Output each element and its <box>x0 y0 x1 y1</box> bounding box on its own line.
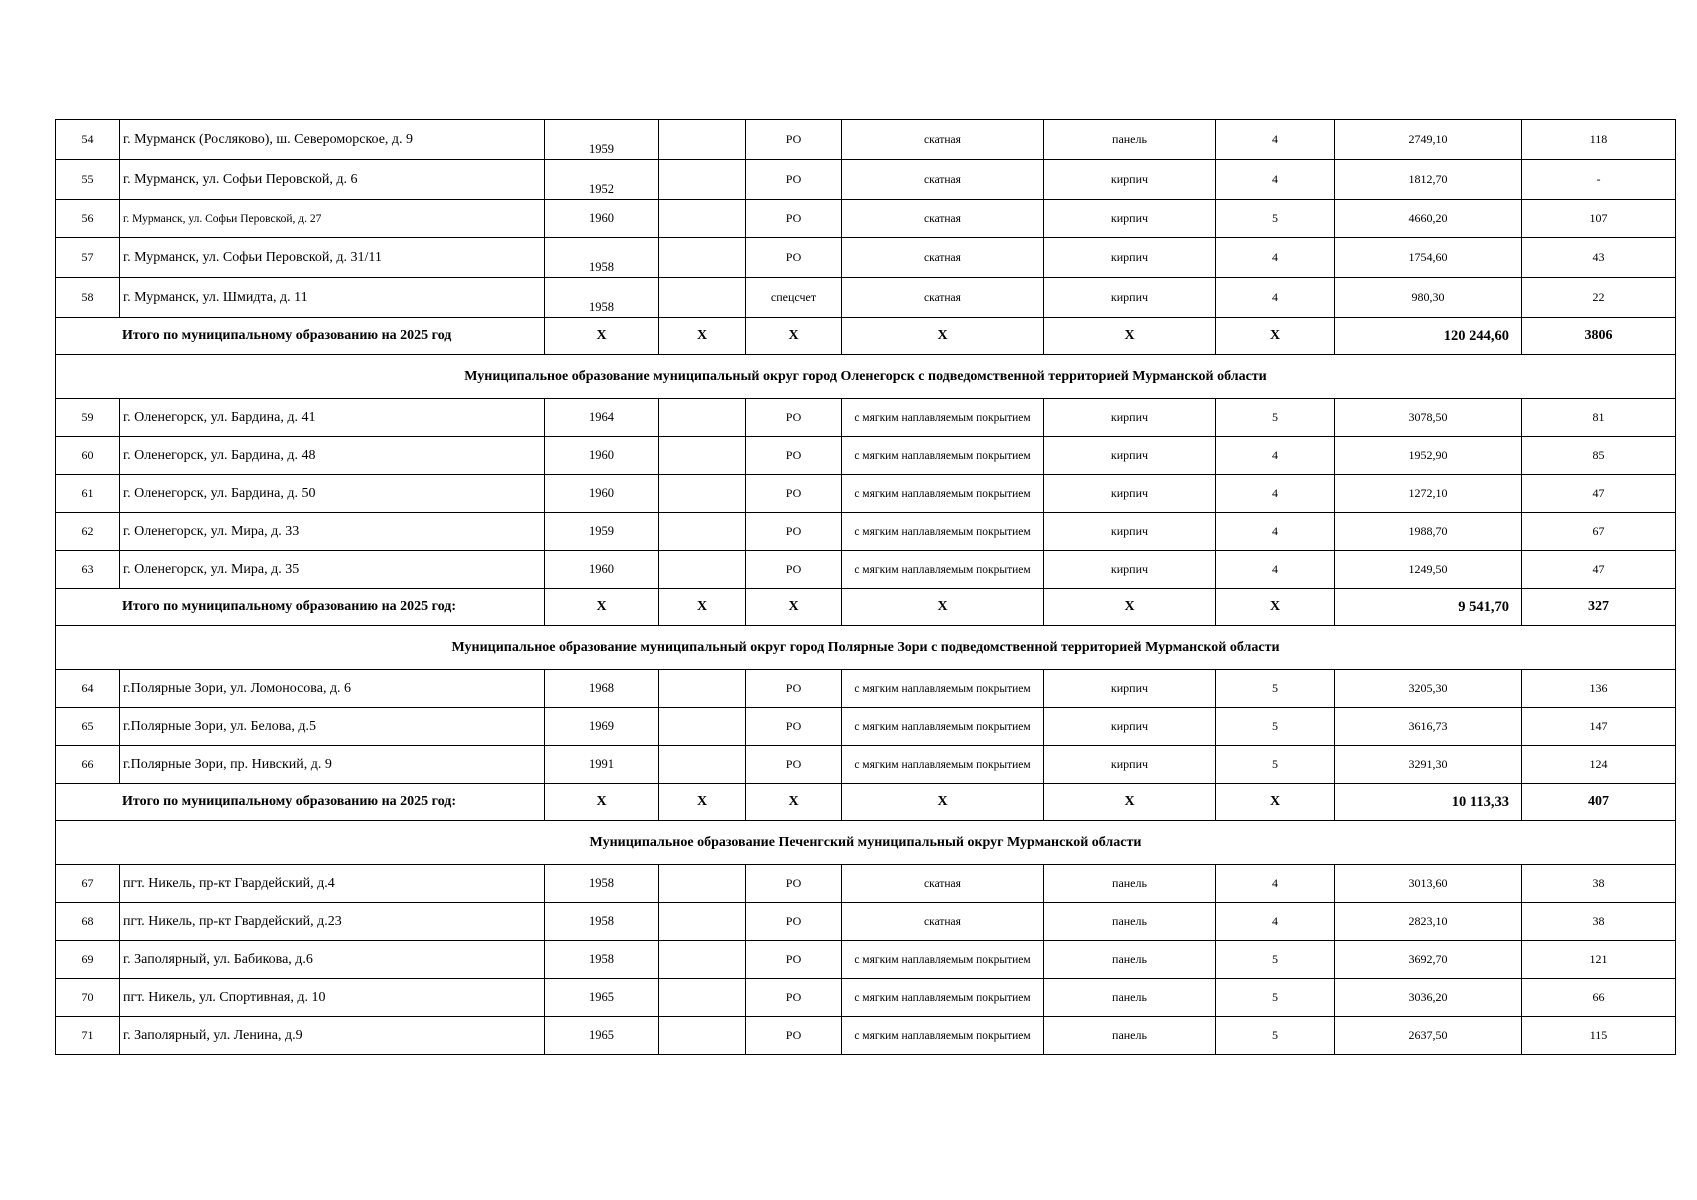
empty-cell <box>659 865 746 903</box>
total-row <box>56 589 1676 626</box>
x-mark-cell: Х <box>1044 589 1216 626</box>
fund-cell: РО <box>746 746 842 784</box>
table-row <box>56 399 1676 437</box>
address-cell: г. Мурманск, ул. Софьи Перовской, д. 27 <box>120 200 545 238</box>
x-mark-cell: Х <box>659 784 746 821</box>
table-row <box>56 708 1676 746</box>
year-cell: 1958 <box>545 865 659 903</box>
x-mark-cell: Х <box>842 784 1044 821</box>
address-cell: г. Оленегорск, ул. Мира, д. 35 <box>120 551 545 589</box>
address-cell: г. Оленегорск, ул. Бардина, д. 48 <box>120 437 545 475</box>
residents-cell: 147 <box>1522 708 1676 746</box>
empty-cell <box>659 238 746 278</box>
area-cell: 1952,90 <box>1335 437 1522 475</box>
roof-cell: скатная <box>842 120 1044 160</box>
houses-table <box>55 119 1676 1055</box>
table-row <box>56 278 1676 318</box>
total-residents: 407 <box>1522 784 1676 821</box>
floors-cell: 4 <box>1216 437 1335 475</box>
address-cell: г. Оленегорск, ул. Бардина, д. 41 <box>120 399 545 437</box>
x-mark-cell: Х <box>1216 784 1335 821</box>
x-mark-cell: Х <box>746 784 842 821</box>
area-cell: 1272,10 <box>1335 475 1522 513</box>
walls-cell: панель <box>1044 120 1216 160</box>
area-cell: 3078,50 <box>1335 399 1522 437</box>
residents-cell: 66 <box>1522 979 1676 1017</box>
row-number: 59 <box>56 399 120 437</box>
floors-cell: 5 <box>1216 708 1335 746</box>
empty-cell <box>659 160 746 200</box>
year-cell: 1960 <box>545 475 659 513</box>
roof-cell: с мягким наплавляемым покрытием <box>842 746 1044 784</box>
table-row <box>56 238 1676 278</box>
roof-cell: с мягким наплавляемым покрытием <box>842 1017 1044 1055</box>
area-cell: 3036,20 <box>1335 979 1522 1017</box>
residents-cell: 47 <box>1522 551 1676 589</box>
area-cell: 3616,73 <box>1335 708 1522 746</box>
fund-cell: РО <box>746 979 842 1017</box>
section-header-row <box>56 821 1676 865</box>
x-mark-cell: Х <box>842 318 1044 355</box>
year-cell: 1959 <box>545 120 659 160</box>
total-label: Итого по муниципальному образованию на 2025 год <box>56 318 545 355</box>
address-cell: пгт. Никель, пр-кт Гвардейский, д.4 <box>120 865 545 903</box>
x-mark-cell: Х <box>545 589 659 626</box>
year-cell: 1960 <box>545 437 659 475</box>
floors-cell: 4 <box>1216 551 1335 589</box>
empty-cell <box>659 437 746 475</box>
walls-cell: кирпич <box>1044 746 1216 784</box>
x-mark-cell: Х <box>1044 784 1216 821</box>
residents-cell: 124 <box>1522 746 1676 784</box>
row-number: 70 <box>56 979 120 1017</box>
residents-cell: 107 <box>1522 200 1676 238</box>
houses-table-page <box>55 119 1675 1055</box>
x-mark-cell: Х <box>842 589 1044 626</box>
x-mark-cell: Х <box>659 318 746 355</box>
roof-cell: скатная <box>842 238 1044 278</box>
row-number: 64 <box>56 670 120 708</box>
residents-cell: 85 <box>1522 437 1676 475</box>
residents-cell: 121 <box>1522 941 1676 979</box>
fund-cell: РО <box>746 160 842 200</box>
area-cell: 2637,50 <box>1335 1017 1522 1055</box>
total-area: 10 113,33 <box>1335 784 1522 821</box>
year-cell: 1958 <box>545 903 659 941</box>
address-cell: пгт. Никель, ул. Спортивная, д. 10 <box>120 979 545 1017</box>
empty-cell <box>659 708 746 746</box>
x-mark-cell: Х <box>659 589 746 626</box>
address-cell: г. Заполярный, ул. Ленина, д.9 <box>120 1017 545 1055</box>
table-row <box>56 551 1676 589</box>
walls-cell: панель <box>1044 941 1216 979</box>
walls-cell: панель <box>1044 979 1216 1017</box>
residents-cell: 115 <box>1522 1017 1676 1055</box>
area-cell: 3692,70 <box>1335 941 1522 979</box>
residents-cell: 136 <box>1522 670 1676 708</box>
row-number: 57 <box>56 238 120 278</box>
row-number: 71 <box>56 1017 120 1055</box>
roof-cell: с мягким наплавляемым покрытием <box>842 941 1044 979</box>
table-row <box>56 865 1676 903</box>
empty-cell <box>659 551 746 589</box>
row-number: 68 <box>56 903 120 941</box>
year-cell: 1960 <box>545 200 659 238</box>
roof-cell: с мягким наплавляемым покрытием <box>842 670 1044 708</box>
table-row <box>56 1017 1676 1055</box>
roof-cell: с мягким наплавляемым покрытием <box>842 979 1044 1017</box>
floors-cell: 5 <box>1216 399 1335 437</box>
floors-cell: 5 <box>1216 746 1335 784</box>
year-cell: 1952 <box>545 160 659 200</box>
residents-cell: 22 <box>1522 278 1676 318</box>
address-cell: г. Мурманск, ул. Софьи Перовской, д. 31/11 <box>120 238 545 278</box>
address-cell: г.Полярные Зори, ул. Ломоносова, д. 6 <box>120 670 545 708</box>
fund-cell: РО <box>746 708 842 746</box>
table-row <box>56 941 1676 979</box>
year-cell: 1959 <box>545 513 659 551</box>
row-number: 65 <box>56 708 120 746</box>
floors-cell: 4 <box>1216 120 1335 160</box>
walls-cell: кирпич <box>1044 475 1216 513</box>
area-cell: 3291,30 <box>1335 746 1522 784</box>
fund-cell: спецсчет <box>746 278 842 318</box>
empty-cell <box>659 979 746 1017</box>
roof-cell: скатная <box>842 903 1044 941</box>
roof-cell: с мягким наплавляемым покрытием <box>842 475 1044 513</box>
address-cell: пгт. Никель, пр-кт Гвардейский, д.23 <box>120 903 545 941</box>
area-cell: 2823,10 <box>1335 903 1522 941</box>
empty-cell <box>659 670 746 708</box>
fund-cell: РО <box>746 941 842 979</box>
floors-cell: 4 <box>1216 903 1335 941</box>
row-number: 66 <box>56 746 120 784</box>
roof-cell: с мягким наплавляемым покрытием <box>842 399 1044 437</box>
address-cell: г.Полярные Зори, ул. Белова, д.5 <box>120 708 545 746</box>
area-cell: 1754,60 <box>1335 238 1522 278</box>
area-cell: 3205,30 <box>1335 670 1522 708</box>
residents-cell: - <box>1522 160 1676 200</box>
walls-cell: кирпич <box>1044 200 1216 238</box>
floors-cell: 4 <box>1216 475 1335 513</box>
address-cell: г. Оленегорск, ул. Мира, д. 33 <box>120 513 545 551</box>
section-title: Муниципальное образование Печенгский муниципальный округ Мурманской области <box>56 821 1676 865</box>
area-cell: 2749,10 <box>1335 120 1522 160</box>
row-number: 62 <box>56 513 120 551</box>
row-number: 67 <box>56 865 120 903</box>
walls-cell: кирпич <box>1044 708 1216 746</box>
total-label: Итого по муниципальному образованию на 2025 год: <box>56 784 545 821</box>
address-cell: г.Полярные Зори, пр. Нивский, д. 9 <box>120 746 545 784</box>
residents-cell: 67 <box>1522 513 1676 551</box>
row-number: 58 <box>56 278 120 318</box>
table-row <box>56 513 1676 551</box>
roof-cell: с мягким наплавляемым покрытием <box>842 708 1044 746</box>
floors-cell: 5 <box>1216 200 1335 238</box>
year-cell: 1965 <box>545 1017 659 1055</box>
area-cell: 980,30 <box>1335 278 1522 318</box>
empty-cell <box>659 200 746 238</box>
table-row <box>56 160 1676 200</box>
empty-cell <box>659 1017 746 1055</box>
x-mark-cell: Х <box>746 589 842 626</box>
row-number: 61 <box>56 475 120 513</box>
floors-cell: 5 <box>1216 670 1335 708</box>
year-cell: 1958 <box>545 278 659 318</box>
total-area: 9 541,70 <box>1335 589 1522 626</box>
section-header-row <box>56 626 1676 670</box>
year-cell: 1965 <box>545 979 659 1017</box>
floors-cell: 4 <box>1216 513 1335 551</box>
row-number: 55 <box>56 160 120 200</box>
area-cell: 1249,50 <box>1335 551 1522 589</box>
empty-cell <box>659 513 746 551</box>
floors-cell: 5 <box>1216 941 1335 979</box>
roof-cell: скатная <box>842 160 1044 200</box>
floors-cell: 5 <box>1216 1017 1335 1055</box>
total-area: 120 244,60 <box>1335 318 1522 355</box>
empty-cell <box>659 903 746 941</box>
row-number: 56 <box>56 200 120 238</box>
x-mark-cell: Х <box>746 318 842 355</box>
floors-cell: 4 <box>1216 865 1335 903</box>
fund-cell: РО <box>746 903 842 941</box>
empty-cell <box>659 475 746 513</box>
walls-cell: кирпич <box>1044 551 1216 589</box>
total-residents: 327 <box>1522 589 1676 626</box>
x-mark-cell: Х <box>545 318 659 355</box>
section-title: Муниципальное образование муниципальный округ город Оленегорск с подведомственной территорией Мурманской области <box>56 355 1676 399</box>
year-cell: 1958 <box>545 238 659 278</box>
empty-cell <box>659 941 746 979</box>
row-number: 60 <box>56 437 120 475</box>
roof-cell: с мягким наплавляемым покрытием <box>842 551 1044 589</box>
residents-cell: 81 <box>1522 399 1676 437</box>
walls-cell: кирпич <box>1044 399 1216 437</box>
fund-cell: РО <box>746 513 842 551</box>
residents-cell: 118 <box>1522 120 1676 160</box>
fund-cell: РО <box>746 670 842 708</box>
total-label: Итого по муниципальному образованию на 2025 год: <box>56 589 545 626</box>
total-row <box>56 784 1676 821</box>
empty-cell <box>659 278 746 318</box>
section-title: Муниципальное образование муниципальный округ город Полярные Зори с подведомственной территорией Мурманской области <box>56 626 1676 670</box>
total-residents: 3806 <box>1522 318 1676 355</box>
floors-cell: 5 <box>1216 979 1335 1017</box>
fund-cell: РО <box>746 120 842 160</box>
area-cell: 4660,20 <box>1335 200 1522 238</box>
address-cell: г. Мурманск (Росляково), ш. Североморское, д. 9 <box>120 120 545 160</box>
x-mark-cell: Х <box>545 784 659 821</box>
year-cell: 1969 <box>545 708 659 746</box>
residents-cell: 43 <box>1522 238 1676 278</box>
floors-cell: 4 <box>1216 278 1335 318</box>
walls-cell: панель <box>1044 865 1216 903</box>
area-cell: 1988,70 <box>1335 513 1522 551</box>
address-cell: г. Заполярный, ул. Бабикова, д.6 <box>120 941 545 979</box>
row-number: 63 <box>56 551 120 589</box>
fund-cell: РО <box>746 200 842 238</box>
fund-cell: РО <box>746 437 842 475</box>
walls-cell: кирпич <box>1044 670 1216 708</box>
roof-cell: скатная <box>842 865 1044 903</box>
section-header-row <box>56 355 1676 399</box>
table-row <box>56 746 1676 784</box>
year-cell: 1958 <box>545 941 659 979</box>
fund-cell: РО <box>746 399 842 437</box>
area-cell: 3013,60 <box>1335 865 1522 903</box>
year-cell: 1991 <box>545 746 659 784</box>
year-cell: 1964 <box>545 399 659 437</box>
table-row <box>56 437 1676 475</box>
fund-cell: РО <box>746 865 842 903</box>
row-number: 69 <box>56 941 120 979</box>
walls-cell: кирпич <box>1044 513 1216 551</box>
table-row <box>56 670 1676 708</box>
walls-cell: панель <box>1044 903 1216 941</box>
table-row <box>56 979 1676 1017</box>
empty-cell <box>659 120 746 160</box>
table-row <box>56 903 1676 941</box>
residents-cell: 38 <box>1522 865 1676 903</box>
walls-cell: кирпич <box>1044 278 1216 318</box>
walls-cell: кирпич <box>1044 437 1216 475</box>
fund-cell: РО <box>746 238 842 278</box>
roof-cell: с мягким наплавляемым покрытием <box>842 437 1044 475</box>
walls-cell: панель <box>1044 1017 1216 1055</box>
x-mark-cell: Х <box>1044 318 1216 355</box>
fund-cell: РО <box>746 551 842 589</box>
address-cell: г. Мурманск, ул. Софьи Перовской, д. 6 <box>120 160 545 200</box>
roof-cell: скатная <box>842 278 1044 318</box>
empty-cell <box>659 746 746 784</box>
floors-cell: 4 <box>1216 160 1335 200</box>
fund-cell: РО <box>746 475 842 513</box>
address-cell: г. Мурманск, ул. Шмидта, д. 11 <box>120 278 545 318</box>
year-cell: 1968 <box>545 670 659 708</box>
address-cell: г. Оленегорск, ул. Бардина, д. 50 <box>120 475 545 513</box>
x-mark-cell: Х <box>1216 318 1335 355</box>
table-row <box>56 475 1676 513</box>
walls-cell: кирпич <box>1044 238 1216 278</box>
total-row <box>56 318 1676 355</box>
area-cell: 1812,70 <box>1335 160 1522 200</box>
table-row <box>56 120 1676 160</box>
x-mark-cell: Х <box>1216 589 1335 626</box>
fund-cell: РО <box>746 1017 842 1055</box>
table-body <box>56 120 1676 1055</box>
roof-cell: с мягким наплавляемым покрытием <box>842 513 1044 551</box>
walls-cell: кирпич <box>1044 160 1216 200</box>
row-number: 54 <box>56 120 120 160</box>
table-row <box>56 200 1676 238</box>
residents-cell: 47 <box>1522 475 1676 513</box>
floors-cell: 4 <box>1216 238 1335 278</box>
residents-cell: 38 <box>1522 903 1676 941</box>
roof-cell: скатная <box>842 200 1044 238</box>
empty-cell <box>659 399 746 437</box>
year-cell: 1960 <box>545 551 659 589</box>
